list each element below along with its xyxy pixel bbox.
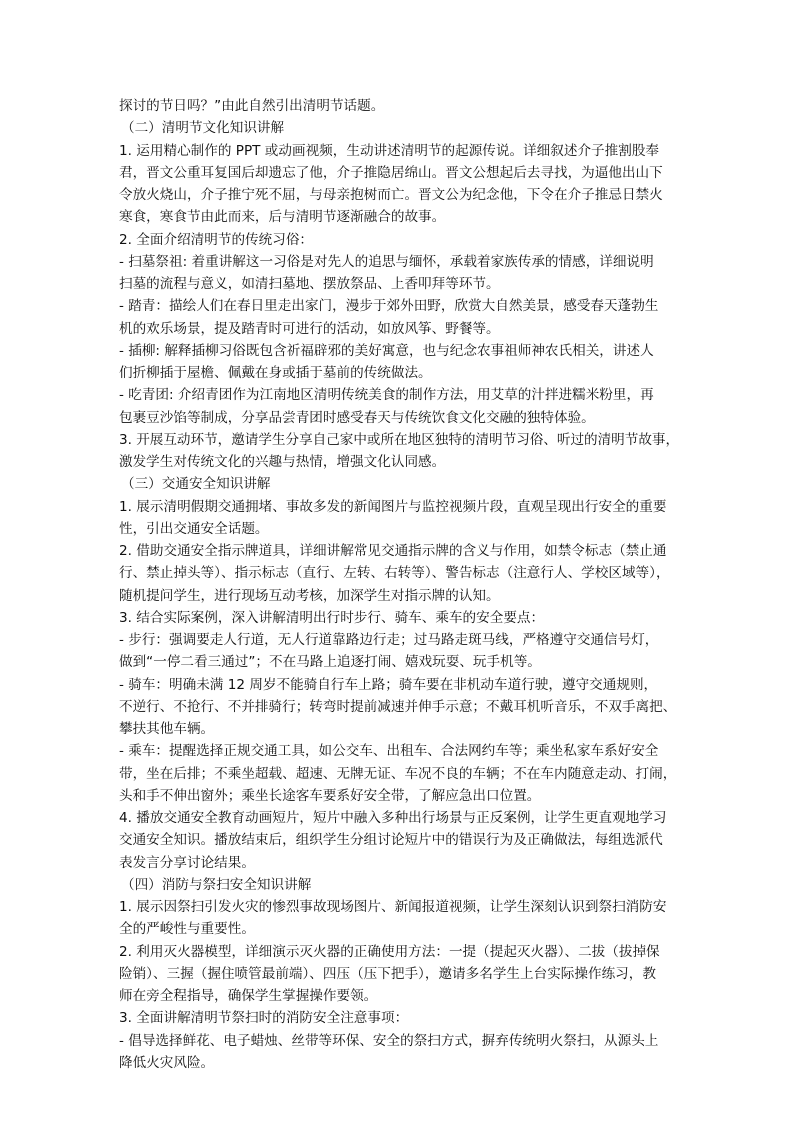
text-line: 随机提问学生，进行现场互动考核，加深学生对指示牌的认知。 <box>119 587 500 604</box>
text-line: 交通安全知识。播放结束后，组织学生分组讨论短片中的错误行为及正确做法，每组选派代 <box>119 832 663 849</box>
text-line: - 踏青：描绘人们在春日里走出家门，漫步于郊外田野，欣赏大自然美景，感受春天蓬勃生 <box>119 298 659 315</box>
text-line: - 乘车：提醒选择正规交通工具，如公交车、出租车、合法网约车等；乘坐私家车系好安全 <box>119 743 659 760</box>
text-line: 3. 结合实际案例，深入讲解清明出行时步行、骑车、乘车的安全要点： <box>119 609 545 626</box>
text-line: 全的严峻性与重要性。 <box>119 921 255 938</box>
text-line: 带，坐在后排；不乘坐超载、超速、无牌无证、车况不良的车辆；不在车内随意走动、打闹， <box>119 765 677 782</box>
text-line: 寒食，寒食节由此而来，后与清明节逐渐融合的故事。 <box>119 209 446 226</box>
text-line: 激发学生对传统文化的兴趣与热情，增强文化认同感。 <box>119 454 446 470</box>
text-line: 2. 借助交通安全指示牌道具，详细讲解常见交通指示牌的含义与作用，如禁令标志（禁止通 <box>119 543 667 559</box>
section-heading: （三）交通安全知识讲解 <box>121 476 271 493</box>
text-line: 2. 全面介绍清明节的传统习俗： <box>119 231 314 248</box>
text-line: 令放火烧山，介子推宁死不屈，与母亲抱树而亡。晋文公为纪念他，下令在介子推忌日禁火 <box>119 187 663 203</box>
text-line: - 倡导选择鲜花、电子蜡烛、丝带等环保、安全的祭扫方式，摒弃传统明火祭扫，从源头上 <box>119 1032 659 1049</box>
text-line: 君，晋文公重耳复国后却遗忘了他，介子推隐居绵山。晋文公想起后去寻找，为逼他出山下 <box>119 164 663 181</box>
text-line: 2. 利用灭火器模型，详细演示灭火器的正确使用方法：一提（提起灭火器）、二拔（拔掉保 <box>119 943 660 960</box>
text-line: 降低火灾风险。 <box>119 1054 215 1071</box>
text-line: 们折柳插于屋檐、佩戴在身或插于墓前的传统做法。 <box>119 365 432 381</box>
text-line: 头和手不伸出窗外；乘坐长途客车要系好安全带，了解应急出口位置。 <box>119 787 541 804</box>
text-line: 探讨的节日吗？”由此自然引出清明节话题。 <box>119 98 385 114</box>
text-line: 性，引出交通安全话题。 <box>119 520 269 537</box>
text-line: 3. 全面讲解清明节祭扫时的消防安全注意事项： <box>119 1010 409 1027</box>
text-line: 1. 展示清明假期交通拥堵、事故多发的新闻图片与监控视频片段，直观呈现出行安全的重要 <box>119 498 667 515</box>
text-line: 1. 运用精心制作的 PPT 或动画视频，生动讲述清明节的起源传说。详细叙述介子推割股奉 <box>119 142 660 159</box>
text-line: - 吃青团: 介绍青团作为江南地区清明传统美食的制作方法，用艾草的汁拌进糯米粉里，再 <box>119 387 654 404</box>
text-line: 包裹豆沙馅等制成，分享品尝青团时感受春天与传统饮食文化交融的独特体验。 <box>119 409 595 426</box>
text-line: 机的欢乐场景，提及踏青时可进行的活动，如放风筝、野餐等。 <box>119 320 500 337</box>
text-line: - 插柳: 解释插柳习俗既包含祈福辟邪的美好寓意，也与纪念农事祖师神农氏相关，讲述人 <box>119 342 654 359</box>
text-line: 攀扶其他车辆。 <box>119 721 215 737</box>
text-line: 行、禁止掉头等）、指示标志（直行、左转、右转等）、警告标志（注意行人、学校区域等）， <box>119 565 670 582</box>
document-page <box>119 95 679 1074</box>
text-line: 1. 展示因祭扫引发火灾的惨烈事故现场图片、新闻报道视频，让学生深刻认识到祭扫消防安 <box>119 899 667 915</box>
section-heading: （二）清明节文化知识讲解 <box>121 120 285 137</box>
text-line: - 扫墓祭祖: 着重讲解这一习俗是对先人的追思与缅怀，承载着家族传承的情感，详细说明 <box>119 253 654 270</box>
text-line: - 骑车：明确未满 12 周岁不能骑自行车上路；骑车要在非机动车道行驶，遵守交通规则， <box>119 676 658 693</box>
text-line: 4. 播放交通安全教育动画短片，短片中融入多种出行场景与正反案例，让学生更直观地学习 <box>119 810 667 826</box>
text-line: 险销）、三握（握住喷管最前端）、四压（压下把手），邀请多名学生上台实际操作练习，教 <box>119 965 656 982</box>
text-line: 不逆行、不抢行、不并排骑行；转弯时提前减速并伸手示意；不戴耳机听音乐，不双手离把、 <box>119 698 677 715</box>
text-line: 做到“一停二看三通过”；不在马路上追逐打闹、嬉戏玩耍、玩手机等。 <box>119 654 541 671</box>
text-line: 3. 开展互动环节，邀请学生分享自己家中或所在地区独特的清明节习俗、听过的清明节故事， <box>119 431 680 448</box>
text-line: 扫墓的流程与意义，如清扫墓地、摆放祭品、上香叩拜等环节。 <box>119 276 500 292</box>
section-heading: （四）消防与祭扫安全知识讲解 <box>121 876 312 893</box>
text-line: 表发言分享讨论结果。 <box>119 854 255 871</box>
text-line: - 步行：强调要走人行道，无人行道靠路边行走；过马路走斑马线，严格遵守交通信号灯， <box>119 632 659 648</box>
text-line: 师在旁全程指导，确保学生掌握操作要领。 <box>119 988 378 1004</box>
